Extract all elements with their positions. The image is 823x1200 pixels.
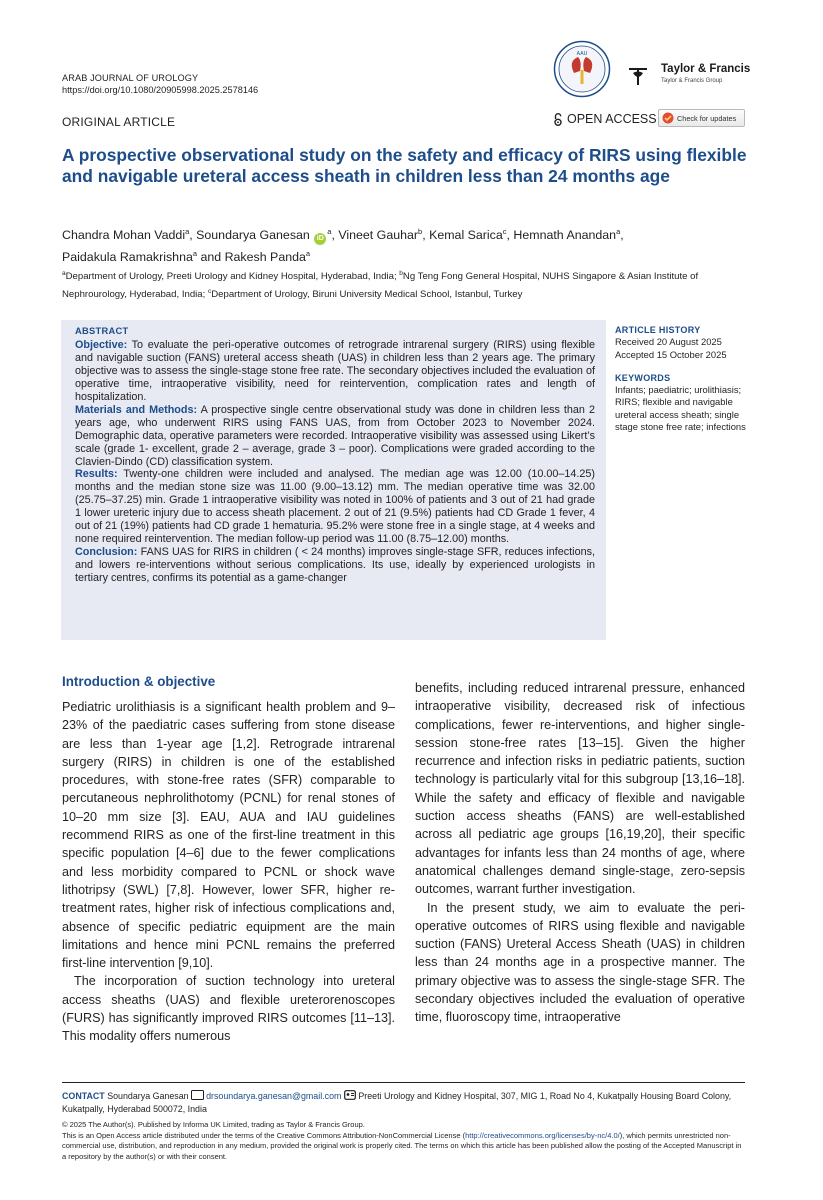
affiliation-c: Department of Urology, Biruni University Medical School, Istanbul, Turkey [211, 289, 523, 301]
abstract-methods-text: A prospective single centre observational study was done in children less than 2 years age, who underwent RIRS using FANS UAS, from from October 2023 to November 2024. Demographic data, operative parameters were recorded. Intraoperative visibility was assessed using Likert’s scale (grade 1- excellent, grade 2 – average, grade 3 – poor). Complications were graded according to the Clavien-Dindo (CD) classification system. [75, 403, 596, 468]
abstract-methods-label: Materials and Methods: [75, 403, 198, 416]
author-affil-sup: a [192, 249, 198, 259]
paragraph: Pediatric urolithiasis is a significant health problem and 9–23% of the paediatric cases suffering from stone disease are less than 1-year age [1,2]. Retrograde intrarenal surgery (RIRS) in children is one of the established procedures, with stone-free rates (SFR) comparable to percutaneous nephrolithotomy (PCNL) for renal stones of 10–20 mm size [3]. EAU, AUA and IAU guidelines recommend RIRS as one of the first-line treatment in this specific population [4–6] due to the fewer complications and less morbidity compared to PCNL or shock wave lithotripsy (SWL) [7,8]. However, lower SFR, higher re-treatment rates, higher risk of infectious complications and, absence of specific pediatric equipment are the main limitations and hence mini PCNL remains the preferred first-line intervention [9,10]. [62, 700, 395, 971]
article-sidebar [615, 324, 760, 433]
contact-address: Preeti Urology and Kidney Hospital, 307, MIG 1, Road No 4, Kukatpally Housing Board Colony, Kukatpally, Hyderabad 500072, India [62, 1091, 732, 1114]
affiliation-a: Department of Urology, Preeti Urology and Kidney Hospital, Hyderabad, India; [65, 271, 397, 283]
license-link[interactable]: http://creativecommons.org/licenses/by-nc/4.0/ [465, 1130, 620, 1140]
abstract-results-label: Results: [75, 468, 118, 481]
footer-divider [62, 1082, 745, 1083]
paragraph: benefits, including reduced intrarenal pressure, enhanced intraoperative visibility, decreased risk of infectious complications, fewer re-interventions, and higher single-session stone-free rates [13–15]. Given the higher recurrence and infection risks in pediatric patients, suction technology is particularly vital for this subgroup [13,16–18]. While the safety and efficacy of flexible and navigable suction access sheaths (FANS) are well-established across all pediatric age groups [16,19,20], their specific advantages for infants less than 24 months of age, where anatomical challenges demand single-stage, zero-sepsis outcomes, warrant further investigation. [415, 681, 745, 897]
article-title: A prospective observational study on the safety and efficacy of RIRS using flexible and navigable ureteral access sheath in children less than 24 months age [62, 145, 747, 186]
accepted-date: Accepted 15 October 2025 [615, 348, 727, 360]
license-pre: This is an Open Access article distributed under the terms of the Creative Commons Attribution-NonCommercial License ( [62, 1130, 466, 1140]
author-name[interactable]: Rakesh Panda [224, 250, 306, 265]
email-icon [191, 1090, 204, 1100]
section-heading-introduction: Introduction & objective [62, 674, 216, 689]
abstract-heading: ABSTRACT [75, 326, 129, 336]
doi-link[interactable]: https://doi.org/10.1080/20905998.2025.2578146 [62, 85, 259, 95]
copyright-line: © 2025 The Author(s). Published by Informa UK Limited, trading as Taylor & Francis Group. [62, 1120, 365, 1129]
keywords-text: Infants; paediatric; urolithiasis; RIRS; flexible and navigable ureteral access sheath; single stage stone free rate; infections [615, 384, 746, 433]
article-type: ORIGINAL ARTICLE [62, 115, 176, 129]
author-name[interactable]: Soundarya Ganesan [196, 228, 310, 243]
license-post: ), which permits unrestricted non-commercial use, distribution, and reproduction in any medium, provided the original work is properly cited. The terms on which this article has been published allow the posting of the Accepted Manuscript in a repository by the author(s) or with their consent. [62, 1130, 742, 1161]
journal-name: ARAB JOURNAL OF UROLOGY [62, 73, 199, 83]
author-name[interactable]: Chandra Mohan Vaddi [62, 228, 186, 243]
body-column-left [62, 698, 395, 1046]
orcid-icon[interactable]: iD [314, 233, 326, 245]
author-name[interactable]: Paidakula Ramakrishna [62, 250, 193, 265]
contact-name: Soundarya Ganesan [107, 1091, 189, 1101]
keywords-heading: KEYWORDS [615, 372, 671, 383]
author-affil-sup: a [305, 249, 311, 259]
author-affil-sup: c [502, 227, 507, 236]
author-name[interactable]: Vineet Gauhar [338, 228, 419, 243]
copyright-block [62, 1120, 747, 1162]
publisher-subname: Taylor & Francis Group [661, 78, 723, 84]
taylor-francis-logo-icon [619, 61, 657, 91]
abstract [75, 325, 595, 585]
abstract-conclusion [75, 546, 595, 585]
abstract-conclusion-text: FANS UAS for RIRS in children ( < 24 months) improves single-stage SFR, reduces infections, and lowers re-interventions without serious complications. Its use, ideally by experienced urologists in tertiary centres, confirms its potential as a game-changer [75, 546, 595, 585]
author-affil-sup: a [616, 227, 621, 236]
abstract-objective [75, 339, 595, 404]
check-for-updates-label: Check for updates [677, 113, 737, 123]
contact-block [62, 1090, 747, 1116]
author-affil-sup: a [327, 227, 332, 236]
seal-text: AAU [576, 51, 588, 57]
paragraph: In the present study, we aim to evaluate the perioperative outcomes of RIRS using flexible and navigable suction (FANS) Ureteral Access Sheath (UAS) in children less than 24 months age in a prospective manner. The primary objective was to assess the single-stage SFR. The secondary objectives included the evaluation of operative time, fluoroscopy time, intraoperative [415, 900, 745, 1025]
affiliation-b: Ng Teng Fong General Hospital, NUHS Singapore & Asian Institute of Nephrourology, Hyderabad, India; [62, 271, 699, 301]
open-access-text: OPEN ACCESS [567, 112, 657, 126]
author-affil-sup: b [418, 227, 423, 236]
open-access-label [553, 112, 657, 126]
abstract-conclusion-label: Conclusion: [75, 546, 138, 559]
body-column-right [415, 679, 745, 1027]
abstract-objective-text: To evaluate the peri-operative outcomes of retrograde intrarenal surgery (RIRS) using flexible and navigable suction (FANS) ureteral access sheath (UAS) in children less than 2 years age. The primary objective was to assess the single-stage stone free rate. The secondary objectives included the evaluation of operative time, intraoperative visibility, need for reintervention, complication rates and length of hospitalization. [75, 338, 595, 403]
abstract-methods [75, 404, 595, 469]
affiliations: $^a$Department of Urology, Preeti Urology and Kidney Hospital, Hyderabad, India; $^b$Ng Teng Fong General Hospital, NUHS Singapore & Asian Institute of Nephrourology, Hyderabad, India; $^c$Department of Urology, Biruni University Medical School, Istanbul, Turkey [62, 270, 699, 301]
author-affil-sup: a [185, 227, 190, 236]
author-name[interactable]: Hemnath Anandan [513, 228, 617, 243]
author-name[interactable]: Kemal Sarica [429, 228, 503, 243]
abstract-objective-label: Objective: [75, 338, 128, 351]
journal-seal-logo [553, 40, 611, 98]
publisher-name: Taylor & Francis [661, 63, 751, 75]
article-history-heading: ARTICLE HISTORY [615, 325, 701, 335]
license-text [62, 1131, 747, 1163]
address-icon [344, 1090, 356, 1100]
abstract-results [75, 468, 595, 546]
contact-label: CONTACT [62, 1091, 105, 1101]
received-date: Received 20 August 2025 [615, 336, 722, 348]
crossmark-icon [662, 112, 674, 124]
check-for-updates-button[interactable] [658, 109, 745, 127]
open-lock-icon [553, 113, 563, 126]
paragraph: The incorporation of suction technology into ureteral access sheaths (UAS) and flexible ureterorenoscopes (FURS) has significantly improved RIRS outcomes [11–13]. This modality offers numerous [62, 974, 395, 1044]
abstract-results-text: Twenty-one children were included and analysed. The median age was 12.00 (10.00–14.25) months and the median stone size was 11.00 (9.00–13.12) mm. The median operative time was 32.00 (25.75–37.25) min. Grade 1 intraoperative visibility was noted in 100% of patients and 3 out of 21 had grade 1 lower ureteric injury due to access sheath placement. 2 out of 21 (9.5%) patients had CD Grade 1 fever, 4 out of 21 (19%) patients had CD grade 1 hematuria. 95.2% were stone free in a single stage, at 4 weeks and none required reintervention. The median follow-up period was 11.00 (8.75–12.00) months. [75, 468, 596, 546]
author-list: Chandra Mohan Vaddi$^a$, Soundarya Ganesan $iD^a$, Vineet Gauhar$^b$, Kemal Sarica$^c$, Hemnath Anandan$^a$, Paidakula Ramakrishna$^a$ and Rakesh Panda$^a$ [62, 227, 624, 265]
contact-email[interactable]: drsoundarya.ganesan@gmail.com [206, 1091, 342, 1101]
